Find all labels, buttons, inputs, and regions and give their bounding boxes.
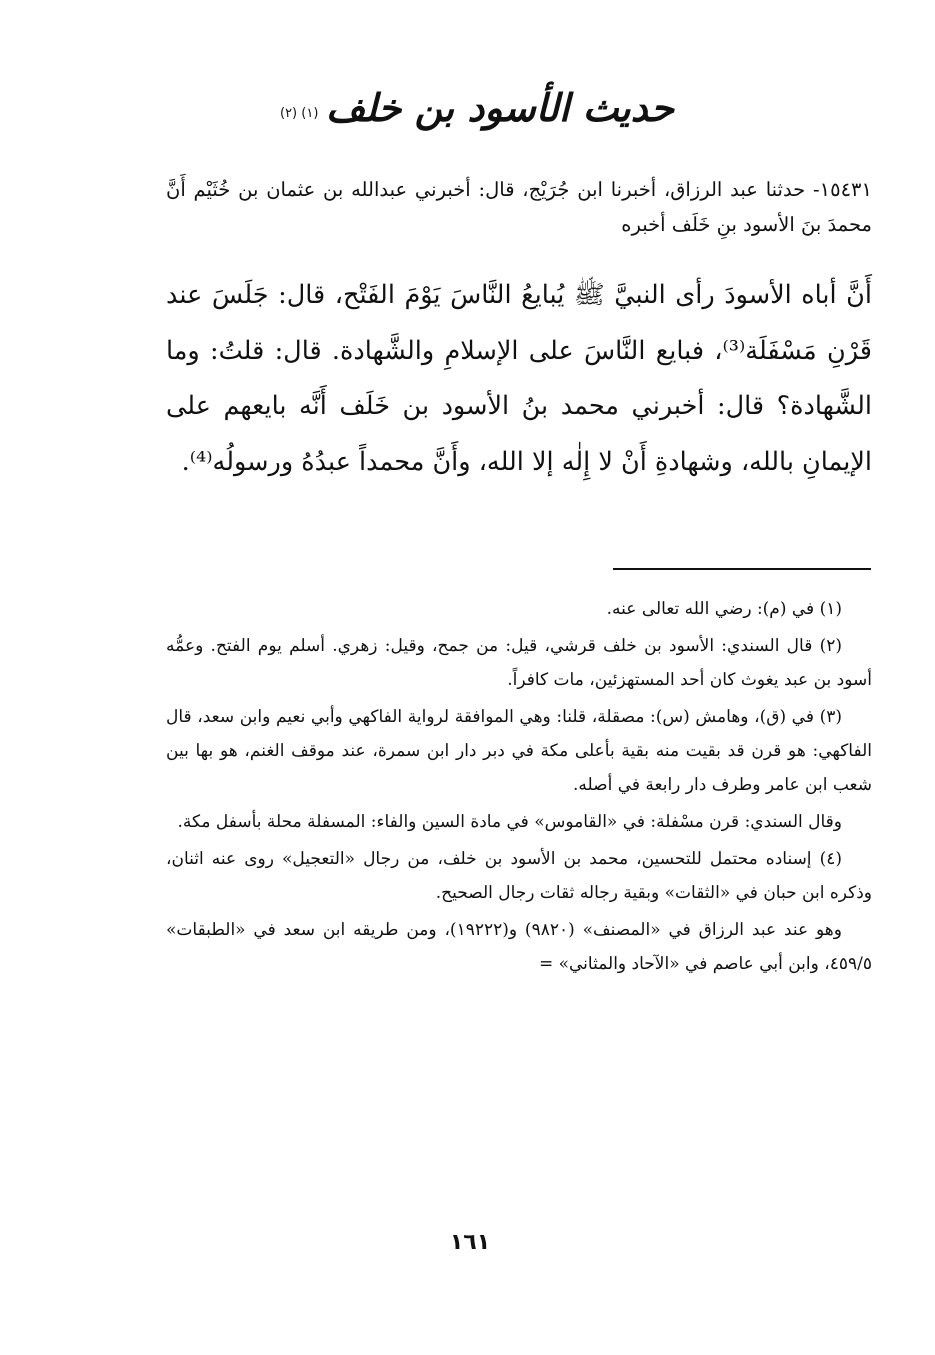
footnote-2: (٢) قال السندي: الأسود بن خلف قرشي، قيل: من جمح، وقيل: زهري. أسلم يوم الفتح. وعمُّه أسود بن عبد يغوث كان أحد المستهزئين، مات كافراً.	[166, 636, 872, 690]
title-footnote-refs: (١) (٢)	[279, 106, 319, 121]
footnotes	[166, 592, 872, 984]
page-number: ١٦١	[449, 1230, 491, 1255]
footnote-4: (٤) إسناده محتمل للتحسين، محمد بن الأسود بن خلف، من رجال «التعجيل» روى عنه اثنان، وذكره ابن حبان في «الثقات» وبقية رجاله ثقات رجال الصحيح.	[166, 849, 872, 903]
hadith-title-text: حديث الأسود بن خلف	[325, 86, 675, 130]
footnote-separator	[613, 568, 871, 570]
hadith-title	[279, 78, 675, 138]
matn-paragraph: أَنَّ أباه الأسودَ رأى النبيَّ ﷺ يُبايعُ النَّاسَ يَوْمَ الفَتْح، قال: جَلَسَ عند قَرْنِ مَسْفَلَة⁽³⁾، فبايع النَّاسَ على الإسلامِ والشَّهادة. قال: قلتُ: وما الشَّهادة؟ قال: أخبرني محمد بنُ الأسود بن خَلَف أَنَّه بايعهم على الإيمانِ بالله، وشهادةِ أَنْ لا إِلٰه إلا الله، وأَنَّ محمداً عبدُهُ ورسولُه⁽⁴⁾.	[166, 280, 872, 477]
isnad-paragraph: ١٥٤٣١- حدثنا عبد الرزاق، أخبرنا ابن جُرَيْج، قال: أخبرني عبدالله بن عثمان بن خُثَيْم أَنَّ محمدَ بنَ الأسود بنِ خَلَف أخبره	[166, 178, 872, 236]
footnote-3: (٣) في (ق)، وهامش (س): مصقلة، قلنا: وهي الموافقة لرواية الفاكهي وأبي نعيم وابن سعد، قال الفاكهي: هو قرن قد بقيت منه بقية بأعلى مكة في دبر دار ابن سمرة، عند موقف الغنم، هو بها بين شعب ابن عامر وطرف دار رابعة في أصله.	[166, 707, 872, 795]
footnote-1: (١) في (م): رضي الله تعالى عنه.	[606, 599, 842, 619]
hadith-title-block	[279, 78, 700, 148]
footnote-3-continued: وقال السندي: قرن مسْفلة: في «القاموس» في مادة السين والفاء: المسفلة محلة بأسفل مكة.	[177, 812, 842, 832]
footnote-4-continued: وهو عند عبد الرزاق في «المصنف» (٩٨٢٠) و(١٩٢٢٢)، ومن طريقه ابن سعد في «الطبقات» ٤٥٩/٥، وابن أبي عاصم في «الآحاد والمثاني» =	[166, 920, 872, 974]
